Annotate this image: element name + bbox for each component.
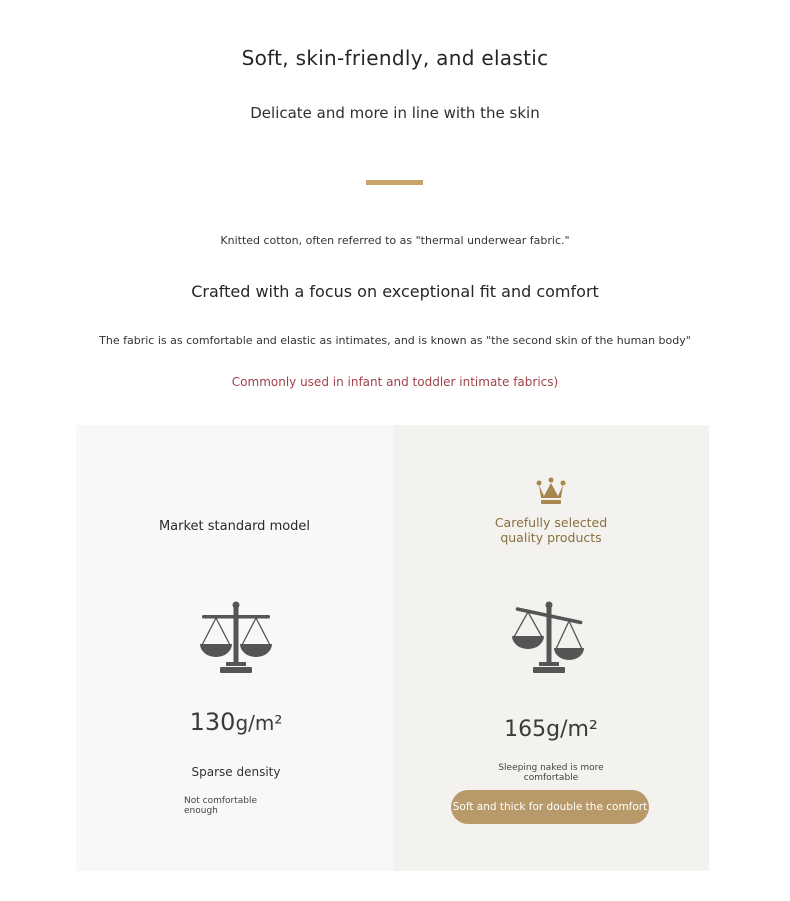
selected-weight-value: 165 — [504, 717, 547, 742]
comparison-section — [76, 425, 709, 871]
second-skin-text: The fabric is as comfortable and elastic as intimates, and is known as "the second skin of the human body" — [99, 334, 691, 347]
selected-title — [393, 515, 709, 545]
focus-heading: Crafted with a focus on exceptional fit and comfort — [191, 282, 599, 301]
standard-weight-value: 130 — [189, 708, 236, 736]
accent-divider — [366, 180, 423, 185]
selected-panel — [393, 425, 709, 871]
balance-scale-icon — [198, 601, 274, 675]
standard-weight-unit: g/m² — [235, 711, 283, 735]
selected-title-line2: quality products — [500, 530, 602, 545]
usage-note: Commonly used in infant and toddler intimate fabrics) — [231, 375, 559, 389]
comfort-note-selected — [393, 763, 709, 783]
standard-title: Market standard model — [158, 519, 311, 534]
comfort-note: Not comfortable enough — [184, 796, 258, 816]
selected-weight-unit: g/m² — [546, 717, 598, 742]
comfort-badge: Soft and thick for double the comfort — [451, 790, 649, 824]
standard-panel — [76, 425, 393, 871]
note-line2: comfortable — [523, 773, 579, 783]
selected-weight — [393, 717, 709, 742]
headline: Soft, skin-friendly, and elastic — [241, 46, 549, 70]
density-label: Sparse density — [191, 765, 281, 779]
crown-icon — [536, 477, 566, 505]
note-line1: Sleeping naked is more — [498, 763, 604, 773]
tilted-scale-icon — [511, 601, 587, 675]
intro-text: Knitted cotton, often referred to as "thermal underwear fabric." — [220, 234, 570, 247]
subheadline: Delicate and more in line with the skin — [250, 104, 540, 122]
standard-weight — [76, 708, 396, 736]
selected-title-line1: Carefully selected — [494, 515, 608, 530]
